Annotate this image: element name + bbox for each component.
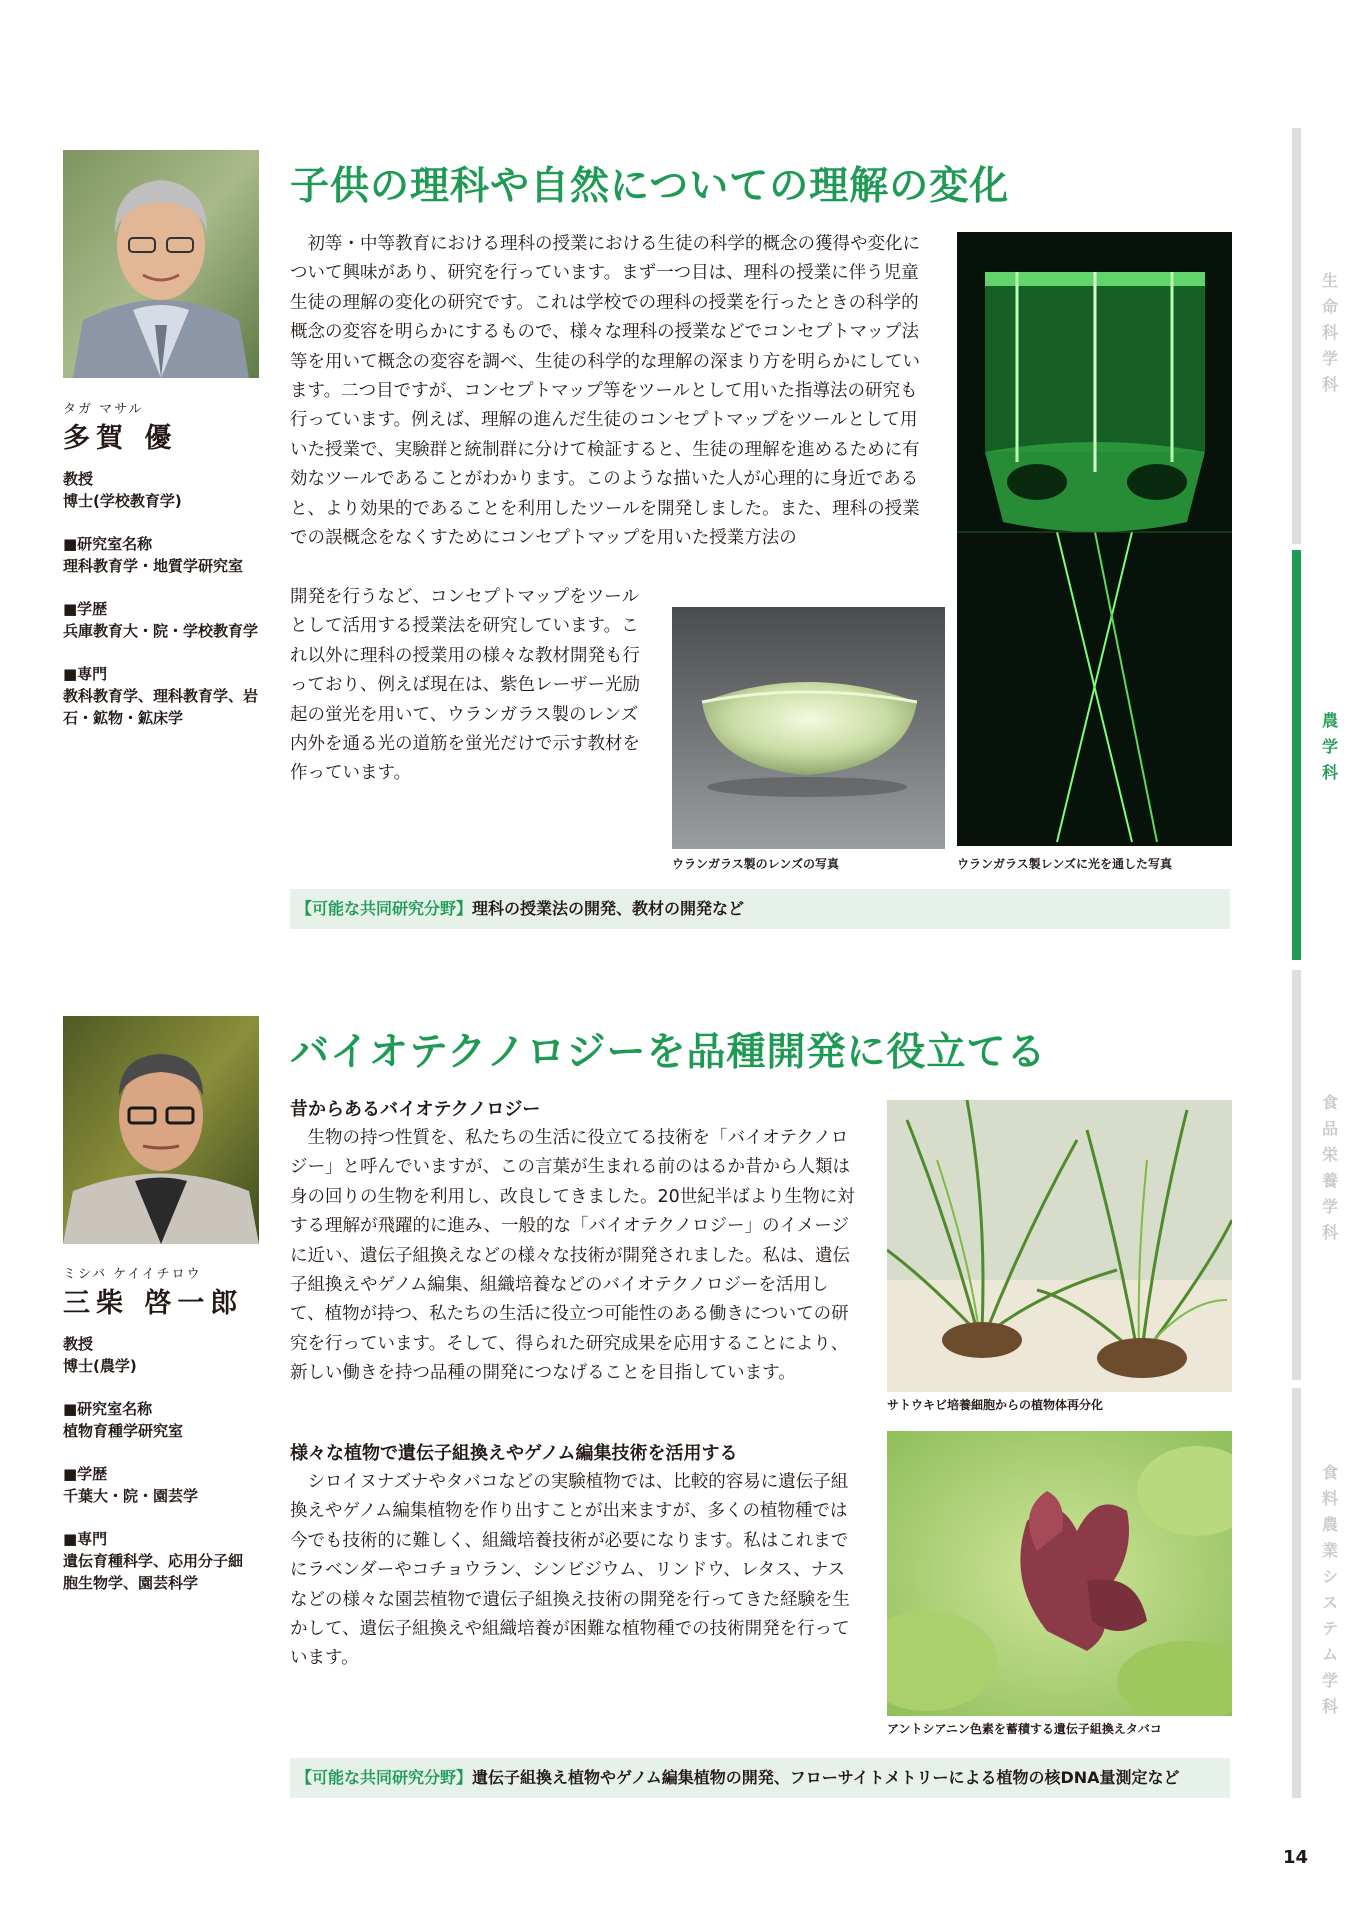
- side-tab-label[interactable]: 食品栄養学科: [1321, 1093, 1338, 1242]
- side-tab-agriculture[interactable]: [1292, 550, 1301, 960]
- section-body-text: [290, 1124, 862, 1389]
- paragraph: 開発を行うなど、コンセプトマップをツールとして活用する授業法を研究しています。これ以外に理科の授業用の様々な教材開発も行っており、例えば現在は、紫色レーザー光励起の蛍光を用いて、ウランガラス製のレンズ内外を通る光の道筋を蛍光だけで示す教材を作っています。: [290, 587, 640, 784]
- education-value: 千葉大・院・園芸学: [63, 1487, 199, 1505]
- profile-kana: タガ マサル: [63, 402, 144, 417]
- specialty-value: 教科教育学、理科教育学、岩 石・鉱物・鉱床学: [63, 687, 259, 727]
- collaboration-label: 【可能な共同研究分野】: [296, 899, 473, 918]
- page-number: 14: [1283, 1847, 1309, 1868]
- tobacco-photo: [887, 1431, 1232, 1716]
- lens-photo: [672, 607, 945, 849]
- profile-degree: 博士(学校教育学): [63, 492, 182, 510]
- sugarcane-photo: [887, 1100, 1232, 1392]
- side-tab-life-science[interactable]: [1292, 128, 1301, 544]
- profile-photo-mishiba: [63, 1016, 259, 1244]
- profile-title: 教授: [63, 470, 94, 488]
- collaboration-bar: [290, 889, 1230, 929]
- specialty-label: ■専門: [63, 1530, 108, 1548]
- education-value: 兵庫教育大・院・学校教育学: [63, 622, 259, 640]
- beam-photo: [957, 232, 1232, 846]
- section-body-text: [290, 1468, 862, 1674]
- paragraph: 初等・中等教育における理科の授業における生徒の科学的概念の獲得や変化について興味があり、研究を行っています。まず一つ目は、理科の授業に伴う児童生徒の理解の変化の研究です。これは学校での理科の授業を行ったときの科学的概念の変容を明らかにするもので、様々な理科の授業などでコンセプトマップ法等を用いて概念の変容を調べ、生徒の科学的な理解の深まり方を明らかにしています。二つ目ですが、コンセプトマップ等をツールとして用いた指導法の研究も行っています。例えば、理解の進んだ生徒のコンセプトマップをツールとして用いた授業で、実験群と統制群に分けて検証すると、生徒の理解を進めるために有効なツールであることがわかります。このような描いた人が心理的に身近であると、より効果的であることを利用したツールを開発しました。また、理科の授業での誤概念をなくすためにコンセプトマップを用いた授業方法の: [290, 234, 920, 549]
- profile-name: 三柴 啓一郎: [63, 1288, 244, 1319]
- profile-name: 多賀 優: [63, 423, 178, 454]
- profile-degree: 博士(農学): [63, 1357, 137, 1375]
- figure-caption: アントシアニン色素を蓄積する遺伝子組換えタバコ: [887, 1722, 1162, 1736]
- side-tab-food-nutrition[interactable]: [1292, 970, 1301, 1380]
- figure-caption: ウランガラス製レンズに光を通した写真: [957, 857, 1172, 871]
- education-label: ■学歴: [63, 1465, 108, 1483]
- figure-caption: サトウキビ培養細胞からの植物体再分化: [887, 1398, 1104, 1412]
- lab-name: 植物育種学研究室: [63, 1422, 184, 1440]
- paragraph: 生物の持つ性質を、私たちの生活に役立てる技術を「バイオテクノロジー」と呼んでいますが、この言葉が生まれる前のはるか昔から人類は身の回りの生物を利用し、改良してきました。20世紀半ばより生物に対する理解が飛躍的に進み、一般的な「バイオテクノロジー」のイメージに近い、遺伝子組換えなどの様々な技術が開発されました。私は、遺伝子組換えやゲノム編集、組織培養などのバイオテクノロジーを活用して、植物が持つ、私たちの生活に役立つ可能性のある働きについての研究を行っています。そして、得られた研究成果を応用することにより、新しい働きを持つ品種の開発につなげることを目指しています。: [290, 1128, 855, 1384]
- section-body-text-narrow: [290, 583, 646, 789]
- profile-title: 教授: [63, 1335, 94, 1353]
- side-tab-label[interactable]: 食料農業システム学科: [1321, 1463, 1338, 1716]
- education-label: ■学歴: [63, 600, 108, 618]
- side-tab-food-agri-system[interactable]: [1292, 1388, 1301, 1798]
- subheading: 様々な植物で遺伝子組換えやゲノム編集技術を活用する: [290, 1443, 738, 1464]
- profile-info: [63, 468, 268, 750]
- lab-name: 理科教育学・地質学研究室: [63, 557, 244, 575]
- collaboration-text: 遺伝子組換え植物やゲノム編集植物の開発、フローサイトメトリーによる植物の核DNA量測定など: [472, 1768, 1180, 1787]
- side-tab-label[interactable]: 生命科学科: [1321, 271, 1338, 394]
- lab-label: ■研究室名称: [63, 535, 153, 553]
- collaboration-text: 理科の授業法の開発、教材の開発など: [472, 899, 745, 918]
- paragraph: シロイヌナズナやタバコなどの実験植物では、比較的容易に遺伝子組換えやゲノム編集植物を作り出すことが出来ますが、多くの植物種では今でも技術的に難しく、組織培養技術が必要になります。私はこれまでにラベンダーやコチョウラン、シンビジウム、リンドウ、レタス、ナスなどの様々な園芸植物で遺伝子組換え技術の開発を行ってきた経験を生かして、遺伝子組換えや組織培養が困難な植物種での技術開発を行っています。: [290, 1472, 850, 1669]
- profile-photo-taga: [63, 150, 259, 378]
- figure-caption: ウランガラス製のレンズの写真: [672, 857, 839, 871]
- collaboration-label: 【可能な共同研究分野】: [296, 1768, 473, 1787]
- subheading: 昔からあるバイオテクノロジー: [290, 1099, 541, 1120]
- section-body-text: [290, 230, 932, 553]
- profile-info: [63, 1333, 268, 1615]
- section-heading: バイオテクノロジーを品種開発に役立てる: [290, 1030, 1047, 1075]
- profile-kana: ミシバ ケイイチロウ: [63, 1267, 202, 1282]
- collaboration-bar: [290, 1758, 1230, 1798]
- section-heading: 子供の理科や自然についての理解の変化: [290, 164, 1010, 209]
- specialty-label: ■専門: [63, 665, 108, 683]
- side-tab-label[interactable]: 農学科: [1321, 711, 1338, 782]
- lab-label: ■研究室名称: [63, 1400, 153, 1418]
- specialty-value: 遺伝育種科学、応用分子細 胞生物学、園芸科学: [63, 1552, 244, 1592]
